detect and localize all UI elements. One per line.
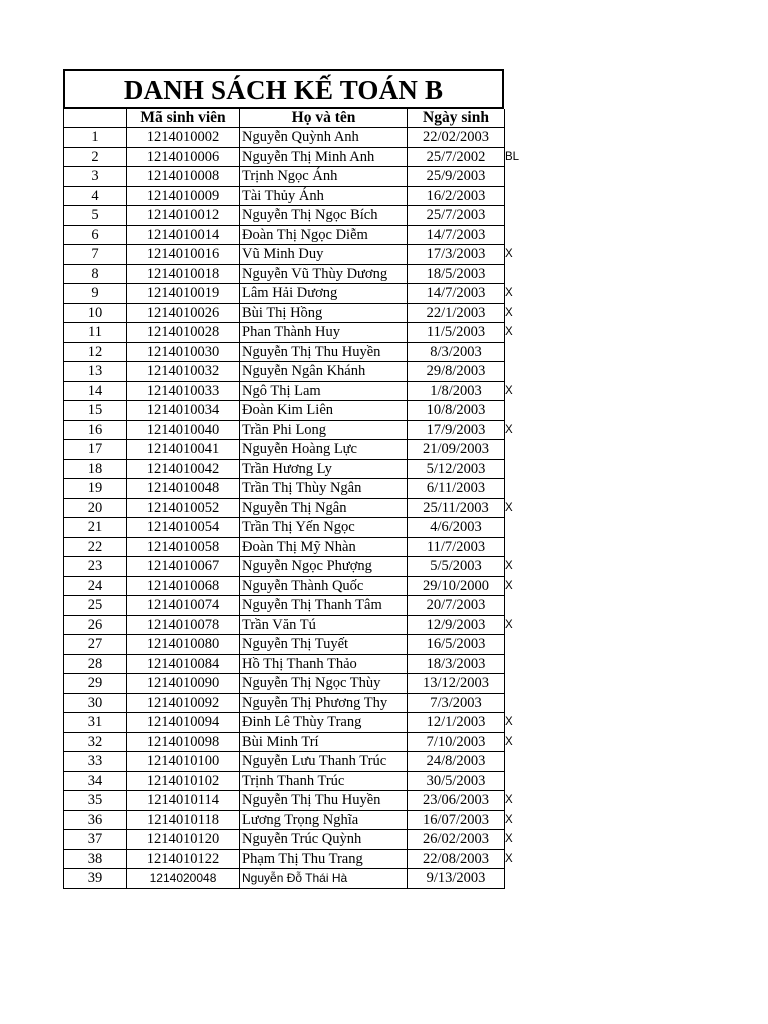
- date-of-birth-cell[interactable]: 6/11/2003: [408, 479, 505, 499]
- row-number[interactable]: 12: [64, 342, 127, 362]
- student-table: [63, 109, 505, 889]
- student-id-cell[interactable]: 1214010034: [127, 401, 240, 421]
- table-row: [64, 869, 505, 889]
- date-of-birth-cell[interactable]: 29/10/2000: [408, 576, 505, 596]
- row-note-mark[interactable]: X: [505, 794, 513, 807]
- row-number[interactable]: 36: [64, 810, 127, 830]
- date-of-birth-cell[interactable]: 10/8/2003: [408, 401, 505, 421]
- table-row: [64, 381, 505, 401]
- student-id-cell[interactable]: 1214010042: [127, 459, 240, 479]
- row-number[interactable]: 29: [64, 674, 127, 694]
- student-id-cell[interactable]: 1214010080: [127, 635, 240, 655]
- student-id-cell[interactable]: 1214010084: [127, 654, 240, 674]
- full-name-cell[interactable]: Nguyễn Thị Minh Anh: [240, 147, 408, 167]
- table-row: [64, 206, 505, 226]
- student-id-cell[interactable]: 1214010100: [127, 752, 240, 772]
- full-name-cell[interactable]: Đoàn Thị Ngọc Diễm: [240, 225, 408, 245]
- student-table-body: [64, 109, 505, 888]
- table-row: [64, 147, 505, 167]
- table-row: [64, 498, 505, 518]
- full-name-cell[interactable]: Nguyễn Trúc Quỳnh: [240, 830, 408, 850]
- student-id-cell[interactable]: 1214010009: [127, 186, 240, 206]
- date-of-birth-cell[interactable]: 17/9/2003: [408, 420, 505, 440]
- full-name-cell[interactable]: Lương Trọng Nghĩa: [240, 810, 408, 830]
- header-student-id[interactable]: Mã sinh viên: [127, 109, 240, 128]
- header-row: [64, 109, 505, 128]
- row-note-mark[interactable]: X: [505, 306, 513, 319]
- full-name-cell[interactable]: Trần Hương Ly: [240, 459, 408, 479]
- full-name-cell[interactable]: Bùi Minh Trí: [240, 732, 408, 752]
- row-number[interactable]: 26: [64, 615, 127, 635]
- student-id-cell[interactable]: 1214010028: [127, 323, 240, 343]
- student-id-cell[interactable]: 1214010006: [127, 147, 240, 167]
- student-list-sheet: [63, 69, 504, 889]
- date-of-birth-cell[interactable]: 26/02/2003: [408, 830, 505, 850]
- student-id-cell[interactable]: 1214010054: [127, 518, 240, 538]
- student-id-cell[interactable]: 1214010033: [127, 381, 240, 401]
- table-row: [64, 420, 505, 440]
- full-name-cell[interactable]: Tài Thủy Ánh: [240, 186, 408, 206]
- full-name-cell[interactable]: Phạm Thị Thu Trang: [240, 849, 408, 869]
- date-of-birth-cell[interactable]: 5/5/2003: [408, 557, 505, 577]
- date-of-birth-cell[interactable]: 18/5/2003: [408, 264, 505, 284]
- row-note-mark[interactable]: X: [505, 716, 513, 729]
- student-id-cell[interactable]: 1214010048: [127, 479, 240, 499]
- full-name-cell[interactable]: Nguyễn Thị Thu Huyền: [240, 791, 408, 811]
- date-of-birth-cell[interactable]: 8/3/2003: [408, 342, 505, 362]
- row-number[interactable]: 13: [64, 362, 127, 382]
- row-note-mark[interactable]: X: [505, 423, 513, 436]
- full-name-cell[interactable]: Trần Văn Tú: [240, 615, 408, 635]
- table-row: [64, 264, 505, 284]
- date-of-birth-cell[interactable]: 16/5/2003: [408, 635, 505, 655]
- row-number[interactable]: 11: [64, 323, 127, 343]
- table-row: [64, 537, 505, 557]
- full-name-cell[interactable]: Đinh Lê Thùy Trang: [240, 713, 408, 733]
- header-date-of-birth[interactable]: Ngày sinh: [408, 109, 505, 128]
- table-row: [64, 713, 505, 733]
- date-of-birth-cell[interactable]: 22/02/2003: [408, 128, 505, 148]
- row-note-mark[interactable]: X: [505, 248, 513, 261]
- table-row: [64, 401, 505, 421]
- full-name-cell[interactable]: Nguyễn Thị Thanh Tâm: [240, 596, 408, 616]
- full-name-cell[interactable]: Nguyễn Thị Ngọc Bích: [240, 206, 408, 226]
- header-stt[interactable]: [64, 109, 127, 128]
- student-id-cell[interactable]: 1214010122: [127, 849, 240, 869]
- row-number[interactable]: 2: [64, 147, 127, 167]
- table-row: [64, 596, 505, 616]
- row-number[interactable]: 17: [64, 440, 127, 460]
- table-row: [64, 849, 505, 869]
- student-id-cell[interactable]: 1214020048: [127, 869, 240, 889]
- student-id-cell[interactable]: 1214010030: [127, 342, 240, 362]
- student-id-cell[interactable]: 1214010118: [127, 810, 240, 830]
- row-number[interactable]: 20: [64, 498, 127, 518]
- student-id-cell[interactable]: 1214010016: [127, 245, 240, 265]
- student-id-cell[interactable]: 1214010114: [127, 791, 240, 811]
- row-number[interactable]: 22: [64, 537, 127, 557]
- row-note-mark[interactable]: BL: [505, 150, 520, 163]
- full-name-cell[interactable]: Nguyễn Vũ Thùy Dương: [240, 264, 408, 284]
- student-id-cell[interactable]: 1214010032: [127, 362, 240, 382]
- row-number[interactable]: 1: [64, 128, 127, 148]
- student-id-cell[interactable]: 1214010120: [127, 830, 240, 850]
- student-id-cell[interactable]: 1214010014: [127, 225, 240, 245]
- date-of-birth-cell[interactable]: 5/12/2003: [408, 459, 505, 479]
- table-row: [64, 323, 505, 343]
- row-note-mark[interactable]: X: [505, 813, 513, 826]
- row-number[interactable]: 38: [64, 849, 127, 869]
- row-number[interactable]: 35: [64, 791, 127, 811]
- row-number[interactable]: 5: [64, 206, 127, 226]
- student-id-cell[interactable]: 1214010074: [127, 596, 240, 616]
- date-of-birth-cell[interactable]: 22/08/2003: [408, 849, 505, 869]
- date-of-birth-cell[interactable]: 4/6/2003: [408, 518, 505, 538]
- full-name-cell[interactable]: Nguyễn Đỗ Thái Hà: [240, 869, 408, 889]
- date-of-birth-cell[interactable]: 20/7/2003: [408, 596, 505, 616]
- row-number[interactable]: 21: [64, 518, 127, 538]
- table-row: [64, 615, 505, 635]
- table-row: [64, 810, 505, 830]
- date-of-birth-cell[interactable]: 22/1/2003: [408, 303, 505, 323]
- full-name-cell[interactable]: Nguyễn Thị Phương Thy: [240, 693, 408, 713]
- table-row: [64, 284, 505, 304]
- full-name-cell[interactable]: Nguyễn Thành Quốc: [240, 576, 408, 596]
- row-note-mark[interactable]: X: [505, 833, 513, 846]
- table-row: [64, 557, 505, 577]
- student-id-cell[interactable]: 1214010090: [127, 674, 240, 694]
- full-name-cell[interactable]: Nguyễn Hoàng Lực: [240, 440, 408, 460]
- student-id-cell[interactable]: 1214010041: [127, 440, 240, 460]
- student-id-cell[interactable]: 1214010092: [127, 693, 240, 713]
- table-row: [64, 830, 505, 850]
- date-of-birth-cell[interactable]: 25/7/2003: [408, 206, 505, 226]
- full-name-cell[interactable]: Phan Thành Huy: [240, 323, 408, 343]
- student-id-cell[interactable]: 1214010012: [127, 206, 240, 226]
- date-of-birth-cell[interactable]: 23/06/2003: [408, 791, 505, 811]
- table-row: [64, 303, 505, 323]
- table-row: [64, 225, 505, 245]
- row-note-mark[interactable]: X: [505, 287, 513, 300]
- full-name-cell[interactable]: Đoàn Thị Mỹ Nhàn: [240, 537, 408, 557]
- table-row: [64, 186, 505, 206]
- row-number[interactable]: 33: [64, 752, 127, 772]
- table-row: [64, 674, 505, 694]
- student-id-cell[interactable]: 1214010040: [127, 420, 240, 440]
- student-id-cell[interactable]: 1214010026: [127, 303, 240, 323]
- full-name-cell[interactable]: Nguyễn Ngân Khánh: [240, 362, 408, 382]
- date-of-birth-cell[interactable]: 14/7/2003: [408, 284, 505, 304]
- table-row: [64, 362, 505, 382]
- table-row: [64, 635, 505, 655]
- row-number[interactable]: 8: [64, 264, 127, 284]
- row-note-mark[interactable]: X: [505, 735, 513, 748]
- row-number[interactable]: 31: [64, 713, 127, 733]
- date-of-birth-cell[interactable]: 17/3/2003: [408, 245, 505, 265]
- table-row: [64, 576, 505, 596]
- table-row: [64, 459, 505, 479]
- date-of-birth-cell[interactable]: 1/8/2003: [408, 381, 505, 401]
- row-note-mark[interactable]: X: [505, 501, 513, 514]
- full-name-cell[interactable]: Nguyễn Thị Ngân: [240, 498, 408, 518]
- full-name-cell[interactable]: Bùi Thị Hồng: [240, 303, 408, 323]
- full-name-cell[interactable]: Vũ Minh Duy: [240, 245, 408, 265]
- student-id-cell[interactable]: 1214010008: [127, 167, 240, 187]
- row-number[interactable]: 3: [64, 167, 127, 187]
- table-row: [64, 693, 505, 713]
- row-number[interactable]: 16: [64, 420, 127, 440]
- row-note-mark[interactable]: X: [505, 579, 513, 592]
- row-number[interactable]: 34: [64, 771, 127, 791]
- date-of-birth-cell[interactable]: 12/1/2003: [408, 713, 505, 733]
- row-number[interactable]: 32: [64, 732, 127, 752]
- date-of-birth-cell[interactable]: 7/10/2003: [408, 732, 505, 752]
- student-id-cell[interactable]: 1214010068: [127, 576, 240, 596]
- student-id-cell[interactable]: 1214010102: [127, 771, 240, 791]
- row-number[interactable]: 28: [64, 654, 127, 674]
- row-number[interactable]: 15: [64, 401, 127, 421]
- table-row: [64, 752, 505, 772]
- student-id-cell[interactable]: 1214010002: [127, 128, 240, 148]
- full-name-cell[interactable]: Nguyễn Thị Ngọc Thùy: [240, 674, 408, 694]
- date-of-birth-cell[interactable]: 30/5/2003: [408, 771, 505, 791]
- date-of-birth-cell[interactable]: 25/11/2003: [408, 498, 505, 518]
- date-of-birth-cell[interactable]: 9/13/2003: [408, 869, 505, 889]
- student-id-cell[interactable]: 1214010078: [127, 615, 240, 635]
- date-of-birth-cell[interactable]: 29/8/2003: [408, 362, 505, 382]
- row-note-mark[interactable]: X: [505, 560, 513, 573]
- table-row: [64, 128, 505, 148]
- table-row: [64, 479, 505, 499]
- row-number[interactable]: 24: [64, 576, 127, 596]
- row-number[interactable]: 9: [64, 284, 127, 304]
- header-full-name[interactable]: Họ và tên: [240, 109, 408, 128]
- date-of-birth-cell[interactable]: 16/2/2003: [408, 186, 505, 206]
- full-name-cell[interactable]: Lâm Hải Dương: [240, 284, 408, 304]
- full-name-cell[interactable]: Trần Thị Yến Ngọc: [240, 518, 408, 538]
- full-name-cell[interactable]: Trịnh Ngọc Ánh: [240, 167, 408, 187]
- date-of-birth-cell[interactable]: 25/9/2003: [408, 167, 505, 187]
- student-id-cell[interactable]: 1214010098: [127, 732, 240, 752]
- full-name-cell[interactable]: Nguyễn Lưu Thanh Trúc: [240, 752, 408, 772]
- table-row: [64, 654, 505, 674]
- student-id-cell[interactable]: 1214010052: [127, 498, 240, 518]
- student-id-cell[interactable]: 1214010058: [127, 537, 240, 557]
- table-row: [64, 771, 505, 791]
- row-note-mark[interactable]: X: [505, 326, 513, 339]
- date-of-birth-cell[interactable]: 14/7/2003: [408, 225, 505, 245]
- row-number[interactable]: 23: [64, 557, 127, 577]
- row-number[interactable]: 25: [64, 596, 127, 616]
- date-of-birth-cell[interactable]: 24/8/2003: [408, 752, 505, 772]
- row-number[interactable]: 18: [64, 459, 127, 479]
- full-name-cell[interactable]: Trần Phi Long: [240, 420, 408, 440]
- table-row: [64, 245, 505, 265]
- full-name-cell[interactable]: Trần Thị Thùy Ngân: [240, 479, 408, 499]
- full-name-cell[interactable]: Nguyễn Thị Tuyết: [240, 635, 408, 655]
- row-number[interactable]: 7: [64, 245, 127, 265]
- sheet-title: DANH SÁCH KẾ TOÁN B: [63, 69, 504, 109]
- full-name-cell[interactable]: Nguyễn Quỳnh Anh: [240, 128, 408, 148]
- full-name-cell[interactable]: Trịnh Thanh Trúc: [240, 771, 408, 791]
- student-id-cell[interactable]: 1214010018: [127, 264, 240, 284]
- date-of-birth-cell[interactable]: 16/07/2003: [408, 810, 505, 830]
- full-name-cell[interactable]: Nguyễn Ngọc Phượng: [240, 557, 408, 577]
- date-of-birth-cell[interactable]: 7/3/2003: [408, 693, 505, 713]
- full-name-cell[interactable]: Nguyễn Thị Thu Huyền: [240, 342, 408, 362]
- table-row: [64, 440, 505, 460]
- row-number[interactable]: 27: [64, 635, 127, 655]
- date-of-birth-cell[interactable]: 21/09/2003: [408, 440, 505, 460]
- full-name-cell[interactable]: Hồ Thị Thanh Thảo: [240, 654, 408, 674]
- date-of-birth-cell[interactable]: 13/12/2003: [408, 674, 505, 694]
- date-of-birth-cell[interactable]: 11/7/2003: [408, 537, 505, 557]
- full-name-cell[interactable]: Ngô Thị Lam: [240, 381, 408, 401]
- date-of-birth-cell[interactable]: 11/5/2003: [408, 323, 505, 343]
- date-of-birth-cell[interactable]: 25/7/2002: [408, 147, 505, 167]
- row-number[interactable]: 37: [64, 830, 127, 850]
- row-number[interactable]: 19: [64, 479, 127, 499]
- table-row: [64, 791, 505, 811]
- student-id-cell[interactable]: 1214010019: [127, 284, 240, 304]
- table-row: [64, 732, 505, 752]
- date-of-birth-cell[interactable]: 18/3/2003: [408, 654, 505, 674]
- row-number[interactable]: 4: [64, 186, 127, 206]
- table-row: [64, 518, 505, 538]
- student-id-cell[interactable]: 1214010094: [127, 713, 240, 733]
- row-note-mark[interactable]: X: [505, 852, 513, 865]
- student-id-cell[interactable]: 1214010067: [127, 557, 240, 577]
- row-number[interactable]: 10: [64, 303, 127, 323]
- row-note-mark[interactable]: X: [505, 618, 513, 631]
- row-number[interactable]: 30: [64, 693, 127, 713]
- row-number[interactable]: 14: [64, 381, 127, 401]
- table-row: [64, 167, 505, 187]
- full-name-cell[interactable]: Đoàn Kim Liên: [240, 401, 408, 421]
- row-number[interactable]: 6: [64, 225, 127, 245]
- row-number[interactable]: 39: [64, 869, 127, 889]
- table-row: [64, 342, 505, 362]
- row-note-mark[interactable]: X: [505, 384, 513, 397]
- date-of-birth-cell[interactable]: 12/9/2003: [408, 615, 505, 635]
